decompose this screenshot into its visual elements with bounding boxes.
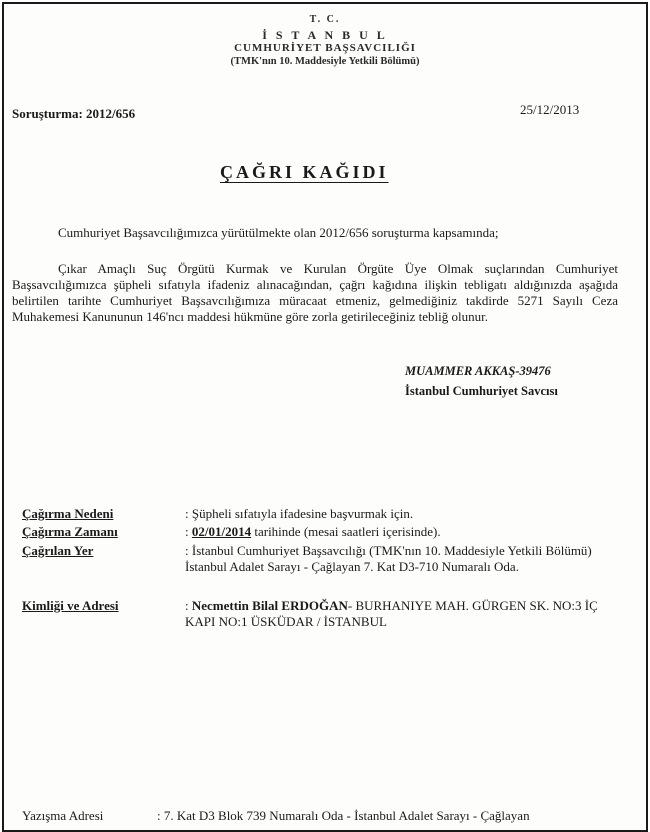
document-date: 25/12/2013 — [520, 102, 580, 117]
identity-name: Necmettin Bilal ERDOĞAN — [191, 598, 348, 613]
header-office: CUMHURİYET BAŞSAVCILIĞI — [234, 42, 416, 54]
signatory-title: İstanbul Cumhuriyet Savcısı — [405, 384, 558, 398]
correspondence-value: : 7. Kat D3 Blok 739 Numaralı Oda - İstanbul Adalet Sarayı - Çağlayan — [157, 808, 530, 823]
summons-time-value: : 02/01/2014 tarihinde (mesai saatleri içerisinde). — [185, 524, 441, 539]
summons-time-label: Çağırma Zamanı — [22, 524, 118, 539]
investigation-number: Soruşturma: 2012/656 — [12, 106, 136, 121]
header-division: (TMK'nın 10. Maddesiyle Yetkili Bölümü) — [230, 56, 420, 67]
summons-time-note: tarihinde (mesai saatleri içerisinde). — [251, 524, 441, 539]
body-paragraph-1: Cumhuriyet Başsavcılığımızca yürütülmekte olan 2012/656 soruşturma kapsamında; — [58, 225, 499, 240]
summons-place-value: : İstanbul Cumhuriyet Başsavcılığı (TMK'nın 10. Maddesiyle Yetkili Bölümü) İstanbul Adalet Sarayı - Çağlayan 7. Kat D3-710 Numaralı Oda. — [185, 543, 592, 574]
identity-address: - BURHANIYE MAH. GÜRGEN SK. NO:3 İÇ KAPI NO:1 ÜSKÜDAR / İSTANBUL — [185, 598, 598, 629]
summons-place-label: Çağrılan Yer — [22, 543, 94, 558]
correspondence-label: Yazışma Adresi — [22, 808, 104, 823]
header-city: İ S T A N B U L — [262, 28, 388, 42]
identity-value: : Necmettin Bilal ERDOĞAN- BURHANIYE MAH. GÜRGEN SK. NO:3 İÇ KAPI NO:1 ÜSKÜDAR / İSTANBUL — [185, 598, 598, 629]
summons-date: 02/01/2014 — [191, 524, 252, 539]
summons-reason-label: Çağırma Nedeni — [22, 506, 114, 521]
signatory-name: MUAMMER AKKAŞ-39476 — [405, 364, 551, 378]
identity-label: Kimliği ve Adresi — [22, 598, 119, 613]
header-tc: T. C. — [309, 14, 341, 25]
body-paragraph-2: Çıkar Amaçlı Suç Örgütü Kurmak ve Kurulan Örgüte Üye Olmak suçlarından Cumhuriyet Başsavcılığımızca şüpheli sıfatıyla ifadeniz alınacağından, çağrı kağıdına ilişkin tebligatı aldığınızda aşağıda belirtilen tarihte Cumhuriyet Başsavcılığımıza müracaat etmeniz, gelmediğiniz takdirde 5271 Sayılı Ceza Muhakemesi Kanununun 146'ncı maddesi hükmüne göre zorla getirileceğiniz tebliğ olunur. — [12, 261, 618, 324]
summons-reason-value: : Şüpheli sıfatıyla ifadesine başvurmak için. — [185, 506, 414, 521]
document-frame — [2, 2, 648, 832]
document-title: ÇAĞRI KAĞIDI — [220, 162, 389, 182]
